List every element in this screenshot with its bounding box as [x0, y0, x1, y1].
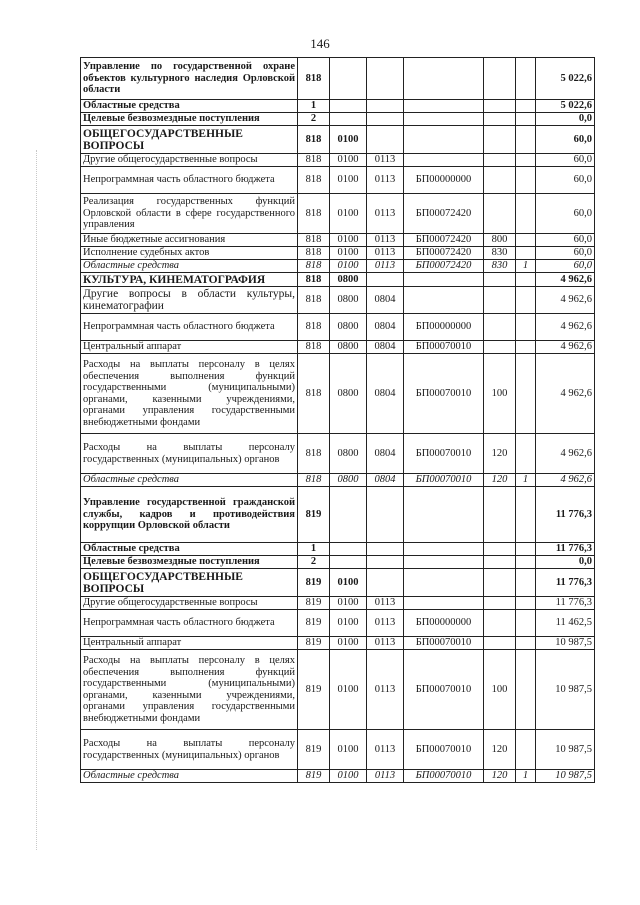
- table-row: [81, 247, 595, 260]
- section-code: 0800: [330, 314, 367, 341]
- funding-source-code: [516, 650, 536, 730]
- admin-code: 819: [298, 610, 330, 637]
- admin-code: 818: [298, 247, 330, 260]
- subsection-code: [367, 569, 404, 597]
- amount: 11 776,3: [536, 569, 595, 597]
- target-article-code: БП00000000: [404, 314, 484, 341]
- expense-type-code: [484, 556, 516, 569]
- target-article-code: [404, 273, 484, 287]
- expense-type-code: [484, 113, 516, 126]
- target-article-code: БП00000000: [404, 610, 484, 637]
- target-article-code: БП00070010: [404, 637, 484, 650]
- expense-type-code: [484, 58, 516, 100]
- table-row: [81, 650, 595, 730]
- expense-type-code: 120: [484, 434, 516, 474]
- expense-type-code: [484, 569, 516, 597]
- funding-source-code: [516, 154, 536, 167]
- admin-code: 819: [298, 650, 330, 730]
- row-name: Непрограммная часть областного бюджета: [81, 167, 298, 194]
- admin-code: 818: [298, 260, 330, 273]
- section-code: 0100: [330, 167, 367, 194]
- subsection-code: 0113: [367, 167, 404, 194]
- expense-type-code: [484, 167, 516, 194]
- admin-code: 818: [298, 194, 330, 234]
- funding-source-code: [516, 58, 536, 100]
- row-name: Центральный аппарат: [81, 341, 298, 354]
- funding-source-code: 1: [516, 260, 536, 273]
- amount: 11 776,3: [536, 543, 595, 556]
- row-name: Центральный аппарат: [81, 637, 298, 650]
- subsection-code: [367, 126, 404, 154]
- section-code: [330, 556, 367, 569]
- section-code: 0100: [330, 194, 367, 234]
- row-name: Реализация государственных функций Орловской области в сфере государственного управления: [81, 194, 298, 234]
- target-article-code: [404, 569, 484, 597]
- admin-code: 818: [298, 58, 330, 100]
- expense-type-code: [484, 273, 516, 287]
- expense-type-code: 800: [484, 234, 516, 247]
- amount: 4 962,6: [536, 434, 595, 474]
- admin-code: 818: [298, 354, 330, 434]
- subsection-code: 0113: [367, 610, 404, 637]
- funding-source-code: [516, 341, 536, 354]
- admin-code: 2: [298, 113, 330, 126]
- admin-code: 819: [298, 770, 330, 783]
- row-name: Областные средства: [81, 770, 298, 783]
- target-article-code: [404, 487, 484, 543]
- table-row: [81, 474, 595, 487]
- funding-source-code: [516, 597, 536, 610]
- table-row: [81, 543, 595, 556]
- funding-source-code: [516, 434, 536, 474]
- expense-type-code: [484, 194, 516, 234]
- table-row: [81, 610, 595, 637]
- subsection-code: 0804: [367, 474, 404, 487]
- section-code: [330, 58, 367, 100]
- amount: 5 022,6: [536, 58, 595, 100]
- funding-source-code: [516, 569, 536, 597]
- admin-code: 818: [298, 234, 330, 247]
- admin-code: 2: [298, 556, 330, 569]
- expense-type-code: [484, 100, 516, 113]
- expense-type-code: [484, 637, 516, 650]
- amount: 60,0: [536, 126, 595, 154]
- subsection-code: [367, 556, 404, 569]
- section-code: 0100: [330, 247, 367, 260]
- table-row: [81, 569, 595, 597]
- row-name: Областные средства: [81, 260, 298, 273]
- expense-type-code: 120: [484, 770, 516, 783]
- target-article-code: БП00072420: [404, 194, 484, 234]
- section-code: [330, 100, 367, 113]
- section-code: 0100: [330, 637, 367, 650]
- table-row: [81, 273, 595, 287]
- amount: 4 962,6: [536, 474, 595, 487]
- funding-source-code: [516, 287, 536, 314]
- admin-code: 818: [298, 126, 330, 154]
- subsection-code: 0113: [367, 247, 404, 260]
- table-row: [81, 341, 595, 354]
- row-name: Непрограммная часть областного бюджета: [81, 314, 298, 341]
- target-article-code: БП00072420: [404, 247, 484, 260]
- expense-type-code: 100: [484, 354, 516, 434]
- expense-type-code: 100: [484, 650, 516, 730]
- section-code: [330, 543, 367, 556]
- target-article-code: [404, 597, 484, 610]
- target-article-code: БП00072420: [404, 260, 484, 273]
- target-article-code: БП00070010: [404, 474, 484, 487]
- admin-code: 818: [298, 167, 330, 194]
- admin-code: 819: [298, 487, 330, 543]
- target-article-code: [404, 100, 484, 113]
- subsection-code: [367, 58, 404, 100]
- amount: 0,0: [536, 113, 595, 126]
- amount: 10 987,5: [536, 770, 595, 783]
- funding-source-code: [516, 167, 536, 194]
- target-article-code: [404, 556, 484, 569]
- section-code: 0800: [330, 354, 367, 434]
- table-row: [81, 770, 595, 783]
- section-code: 0100: [330, 260, 367, 273]
- table-row: [81, 597, 595, 610]
- row-name: КУЛЬТУРА, КИНЕМАТОГРАФИЯ: [81, 273, 298, 287]
- admin-code: 1: [298, 100, 330, 113]
- table-row: [81, 154, 595, 167]
- target-article-code: [404, 543, 484, 556]
- target-article-code: БП00070010: [404, 341, 484, 354]
- amount: 11 776,3: [536, 597, 595, 610]
- table-row: [81, 260, 595, 273]
- section-code: [330, 487, 367, 543]
- subsection-code: 0113: [367, 260, 404, 273]
- admin-code: 819: [298, 597, 330, 610]
- target-article-code: БП00070010: [404, 434, 484, 474]
- subsection-code: 0113: [367, 597, 404, 610]
- amount: 5 022,6: [536, 100, 595, 113]
- section-code: 0800: [330, 434, 367, 474]
- subsection-code: 0113: [367, 637, 404, 650]
- funding-source-code: [516, 273, 536, 287]
- subsection-code: 0113: [367, 650, 404, 730]
- table-row: [81, 58, 595, 100]
- expense-type-code: [484, 154, 516, 167]
- section-code: 0800: [330, 273, 367, 287]
- expense-type-code: [484, 610, 516, 637]
- admin-code: 818: [298, 287, 330, 314]
- target-article-code: БП00070010: [404, 730, 484, 770]
- amount: 0,0: [536, 556, 595, 569]
- page-number: 146: [310, 36, 330, 51]
- table-row: [81, 487, 595, 543]
- subsection-code: [367, 543, 404, 556]
- amount: 11 776,3: [536, 487, 595, 543]
- amount: 10 987,5: [536, 650, 595, 730]
- row-name: Исполнение судебных актов: [81, 247, 298, 260]
- funding-source-code: 1: [516, 474, 536, 487]
- funding-source-code: [516, 543, 536, 556]
- target-article-code: БП00070010: [404, 650, 484, 730]
- amount: 60,0: [536, 154, 595, 167]
- section-code: 0800: [330, 474, 367, 487]
- subsection-code: 0804: [367, 354, 404, 434]
- funding-source-code: [516, 637, 536, 650]
- row-name: Другие вопросы в области культуры, кинематографии: [81, 287, 298, 314]
- row-name: Непрограммная часть областного бюджета: [81, 610, 298, 637]
- funding-source-code: [516, 610, 536, 637]
- funding-source-code: [516, 314, 536, 341]
- amount: 4 962,6: [536, 287, 595, 314]
- table-row: [81, 100, 595, 113]
- expense-type-code: [484, 543, 516, 556]
- subsection-code: 0804: [367, 314, 404, 341]
- subsection-code: 0113: [367, 770, 404, 783]
- row-name: Целевые безвозмездные поступления: [81, 113, 298, 126]
- amount: 60,0: [536, 234, 595, 247]
- target-article-code: [404, 58, 484, 100]
- row-name: Областные средства: [81, 100, 298, 113]
- subsection-code: [367, 273, 404, 287]
- funding-source-code: [516, 113, 536, 126]
- admin-code: 818: [298, 474, 330, 487]
- row-name: Управление по государственной охране объектов культурного наследия Орловской области: [81, 58, 298, 100]
- section-code: 0100: [330, 234, 367, 247]
- admin-code: 818: [298, 154, 330, 167]
- target-article-code: [404, 113, 484, 126]
- amount: 60,0: [536, 167, 595, 194]
- table-row: [81, 126, 595, 154]
- section-code: [330, 113, 367, 126]
- expense-type-code: 120: [484, 730, 516, 770]
- funding-source-code: [516, 234, 536, 247]
- scan-margin-line: [36, 150, 37, 850]
- expense-type-code: [484, 314, 516, 341]
- row-name: Расходы на выплаты персоналу в целях обеспечения выполнения функций государственными (муниципальными) органами, казенными учреждениями, органами управления государственными внебюджетными фондами: [81, 650, 298, 730]
- amount: 60,0: [536, 247, 595, 260]
- admin-code: 818: [298, 314, 330, 341]
- subsection-code: [367, 100, 404, 113]
- funding-source-code: [516, 556, 536, 569]
- row-name: Расходы на выплаты персоналу государственных (муниципальных) органов: [81, 434, 298, 474]
- target-article-code: [404, 287, 484, 314]
- target-article-code: БП00000000: [404, 167, 484, 194]
- table-row: [81, 287, 595, 314]
- subsection-code: 0804: [367, 341, 404, 354]
- admin-code: 818: [298, 273, 330, 287]
- funding-source-code: [516, 354, 536, 434]
- row-name: Управление государственной гражданской службы, кадров и противодействия коррупции Орловской области: [81, 487, 298, 543]
- amount: 10 987,5: [536, 730, 595, 770]
- subsection-code: 0113: [367, 194, 404, 234]
- amount: 60,0: [536, 194, 595, 234]
- target-article-code: БП00070010: [404, 354, 484, 434]
- table-row: [81, 556, 595, 569]
- expense-type-code: [484, 597, 516, 610]
- admin-code: 1: [298, 543, 330, 556]
- section-code: 0100: [330, 569, 367, 597]
- admin-code: 819: [298, 569, 330, 597]
- table-row: [81, 234, 595, 247]
- table-row: [81, 194, 595, 234]
- table-body: [81, 58, 595, 783]
- expense-type-code: [484, 126, 516, 154]
- section-code: 0800: [330, 341, 367, 354]
- table-row: [81, 730, 595, 770]
- admin-code: 819: [298, 637, 330, 650]
- funding-source-code: [516, 247, 536, 260]
- target-article-code: [404, 154, 484, 167]
- budget-table: [80, 57, 595, 783]
- amount: 10 987,5: [536, 637, 595, 650]
- subsection-code: [367, 487, 404, 543]
- row-name: Иные бюджетные ассигнования: [81, 234, 298, 247]
- amount: 4 962,6: [536, 314, 595, 341]
- row-name: Другие общегосударственные вопросы: [81, 597, 298, 610]
- subsection-code: 0113: [367, 154, 404, 167]
- target-article-code: [404, 126, 484, 154]
- target-article-code: БП00072420: [404, 234, 484, 247]
- row-name: Областные средства: [81, 543, 298, 556]
- amount: 11 462,5: [536, 610, 595, 637]
- amount: 60,0: [536, 260, 595, 273]
- subsection-code: 0804: [367, 434, 404, 474]
- expense-type-code: [484, 487, 516, 543]
- expense-type-code: 830: [484, 260, 516, 273]
- funding-source-code: [516, 100, 536, 113]
- table-row: [81, 434, 595, 474]
- table-row: [81, 637, 595, 650]
- table-row: [81, 113, 595, 126]
- funding-source-code: [516, 730, 536, 770]
- table-row: [81, 167, 595, 194]
- row-name: ОБЩЕГОСУДАРСТВЕННЫЕ ВОПРОСЫ: [81, 569, 298, 597]
- table-row: [81, 354, 595, 434]
- row-name: ОБЩЕГОСУДАРСТВЕННЫЕ ВОПРОСЫ: [81, 126, 298, 154]
- row-name: Расходы на выплаты персоналу в целях обеспечения выполнения функций государственными (муниципальными) органами, казенными учреждениями, органами управления государственными внебюджетными фондами: [81, 354, 298, 434]
- section-code: 0100: [330, 650, 367, 730]
- row-name: Областные средства: [81, 474, 298, 487]
- section-code: 0100: [330, 154, 367, 167]
- target-article-code: БП00070010: [404, 770, 484, 783]
- section-code: 0100: [330, 730, 367, 770]
- row-name: Целевые безвозмездные поступления: [81, 556, 298, 569]
- expense-type-code: [484, 287, 516, 314]
- admin-code: 819: [298, 730, 330, 770]
- section-code: 0100: [330, 126, 367, 154]
- expense-type-code: 120: [484, 474, 516, 487]
- funding-source-code: [516, 126, 536, 154]
- admin-code: 818: [298, 434, 330, 474]
- subsection-code: [367, 113, 404, 126]
- row-name: Расходы на выплаты персоналу государственных (муниципальных) органов: [81, 730, 298, 770]
- funding-source-code: [516, 194, 536, 234]
- subsection-code: 0804: [367, 287, 404, 314]
- subsection-code: 0113: [367, 730, 404, 770]
- section-code: 0800: [330, 287, 367, 314]
- section-code: 0100: [330, 610, 367, 637]
- admin-code: 818: [298, 341, 330, 354]
- expense-type-code: [484, 341, 516, 354]
- table-row: [81, 314, 595, 341]
- funding-source-code: 1: [516, 770, 536, 783]
- subsection-code: 0113: [367, 234, 404, 247]
- amount: 4 962,6: [536, 341, 595, 354]
- row-name: Другие общегосударственные вопросы: [81, 154, 298, 167]
- section-code: 0100: [330, 770, 367, 783]
- amount: 4 962,6: [536, 354, 595, 434]
- section-code: 0100: [330, 597, 367, 610]
- amount: 4 962,6: [536, 273, 595, 287]
- funding-source-code: [516, 487, 536, 543]
- expense-type-code: 830: [484, 247, 516, 260]
